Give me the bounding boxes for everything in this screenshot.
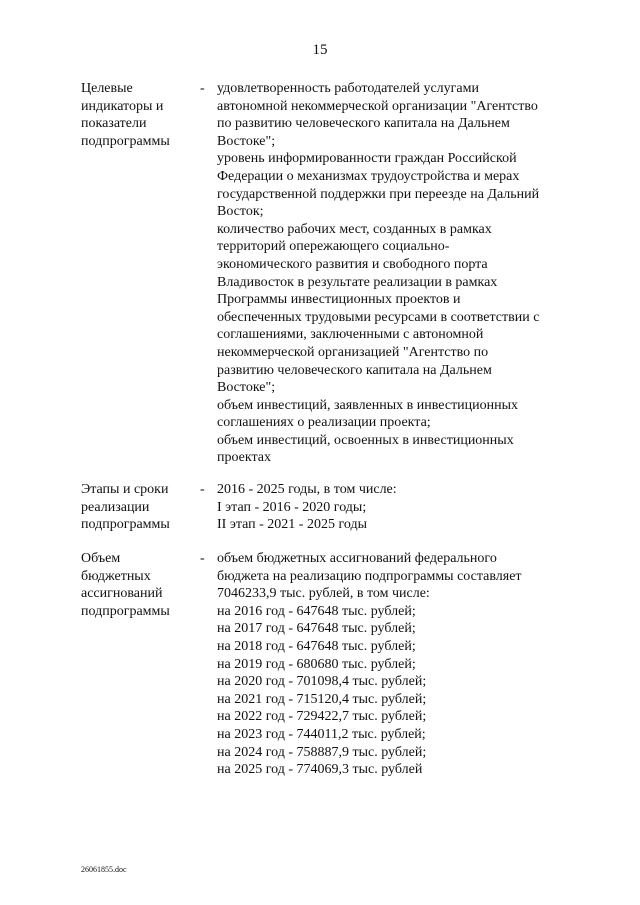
content-line: Восток;	[217, 204, 264, 220]
content-line: II этап - 2021 - 2025 годы	[217, 517, 367, 533]
row-label	[81, 481, 193, 534]
content-line: на 2025 год - 774069,3 тыс. рублей	[217, 762, 423, 778]
content-line: на 2024 год - 758887,9 тыс. рублей;	[217, 744, 427, 760]
label-line: Этапы и сроки	[81, 482, 169, 497]
label-line: показатели	[81, 116, 147, 132]
content-line: некоммерческой организацией "Агентство по	[217, 344, 489, 360]
label-line: индикаторы и	[81, 98, 164, 114]
label-line: подпрограммы	[81, 517, 170, 533]
row-label	[81, 550, 193, 620]
content-line: на 2022 год - 729422,7 тыс. рублей;	[217, 709, 427, 725]
content-line: Востоке";	[217, 380, 276, 396]
page-number: 15	[312, 42, 328, 58]
content-line: государственной поддержки при переезде на Дальний	[217, 186, 540, 202]
content-line: объем инвестиций, заявленных в инвестиционных	[217, 397, 519, 413]
content-line: уровень информированности граждан Российской	[217, 151, 517, 167]
content-line: на 2020 год - 701098,4 тыс. рублей;	[217, 674, 427, 690]
content-line: Программы инвестиционных проектов и	[217, 292, 461, 308]
row-content	[217, 80, 582, 467]
content-line: объем бюджетных ассигнований федерального	[217, 551, 497, 566]
label-line: Целевые	[81, 81, 133, 96]
label-line: реализации	[81, 499, 150, 515]
content-line: 2016 - 2025 годы, в том числе:	[217, 482, 397, 497]
content-line: территорий опережающего социально-	[217, 239, 450, 255]
row-dash: -	[200, 482, 205, 497]
content-line: автономной некоммерческой организации "Агентство	[217, 98, 538, 114]
content-line: бюджета на реализацию подпрограммы составляет	[217, 568, 522, 584]
content-line: на 2021 год - 715120,4 тыс. рублей;	[217, 691, 427, 707]
label-line: бюджетных	[81, 568, 151, 584]
content-line: экономического развития и свободного порта	[217, 256, 488, 272]
row-dash: -	[200, 81, 205, 96]
row-content	[217, 550, 582, 779]
content-line: Владивосток в результате реализации в рамках	[217, 274, 498, 290]
content-line: соглашениях о реализации проекта;	[217, 415, 431, 431]
content-line: объем инвестиций, освоенных в инвестиционных	[217, 432, 514, 448]
content-line: по развитию человеческого капитала на Дальнем	[217, 116, 510, 132]
content-line: обеспеченных трудовыми ресурсами в соответствии с	[217, 309, 540, 325]
content-line: проектах	[217, 450, 271, 466]
label-line: подпрограммы	[81, 603, 170, 619]
content-line: количество рабочих мест, созданных в рамках	[217, 221, 492, 237]
content-line: Федерации о механизмах трудоустройства и мерах	[217, 168, 520, 184]
label-line: подпрограммы	[81, 133, 170, 149]
content-line: I этап - 2016 - 2020 годы;	[217, 499, 367, 515]
content-line: на 2016 год - 647648 тыс. рублей;	[217, 603, 416, 619]
content-line: развитию человеческого капитала на Дальнем	[217, 362, 492, 378]
row-label	[81, 80, 193, 150]
label-line: ассигнований	[81, 586, 163, 602]
content-line: на 2023 год - 744011,2 тыс. рублей;	[217, 726, 426, 742]
document-filename: 26061855.doc	[81, 865, 127, 874]
content-line: на 2018 год - 647648 тыс. рублей;	[217, 638, 416, 654]
content-line: 7046233,9 тыс. рублей, в том числе:	[217, 586, 430, 602]
content-line: Востоке";	[217, 133, 276, 149]
content-line: соглашениями, заключенными с автономной	[217, 327, 484, 343]
row-content	[217, 481, 582, 534]
content-line: на 2019 год - 680680 тыс. рублей;	[217, 656, 416, 672]
row-dash: -	[200, 551, 205, 566]
content-line: на 2017 год - 647648 тыс. рублей;	[217, 621, 416, 637]
content-line: удовлетворенность работодателей услугами	[217, 81, 479, 96]
label-line: Объем	[81, 551, 121, 566]
